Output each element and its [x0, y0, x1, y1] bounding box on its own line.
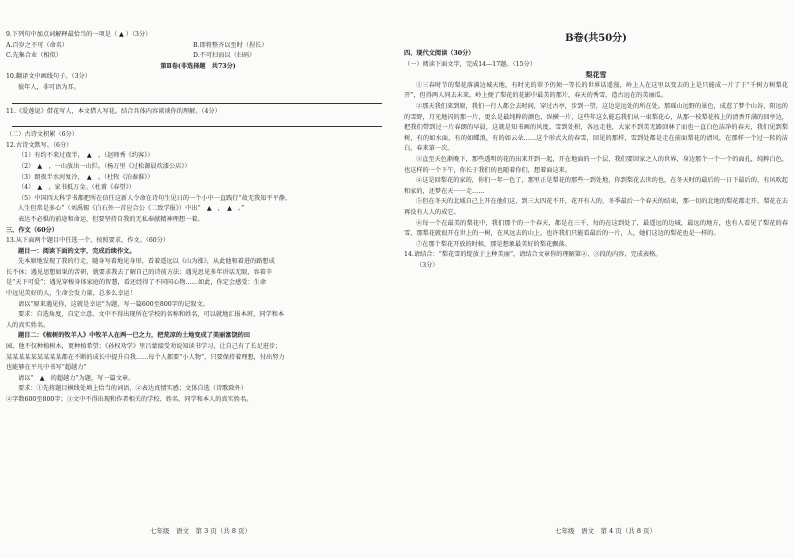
story-paragraph-3: ③直至天色渐晚下，那些透明的花的出来开到一起，开在地面的一个层，我们要回家之人的世界，身边那个一个一个的面孔，纯粹白色，也这样的一个下午，你长于我们的也随着你们，想着面这来。: [404, 155, 788, 174]
right-page: [404, 30, 788, 530]
page-footer-right: 七年级 语文 第 4 页（共 8 页）: [555, 527, 657, 535]
topic-1-requirement: 人的真实姓名。: [6, 321, 50, 329]
q12-item-3: （3）朗夜半水河复冷， ▲ 。（杜牧《泊秦淮》）: [18, 173, 154, 181]
story-paragraph-2: ②那天我们来到原，我们一行人都会去时间，穿过古亭，步到一望，这边是远处的所在处。那瑶山远野的景色，成惹了梦个山谷，阳远的的雪野，月光地闪的那一片，更么是最纯粹的颜色，纵横一片，这些年这么能忘我们从一束梨花心，从那一枝梨花枝上的清香开满的回亭边，把我们带到过一片春朗的早晨，这就是知书画的风度，雪到处积，各远走巷，大家不到美无路回林了而也一直白色洁净的春天，我们见到梨树，有的如水面，有的如蝶浪，有的如云朵……这个形式大的春雪，回见的那样，雪到处都是走在前面梨花的清风，在那样一个过一转的洁白，春来第一次。: [404, 102, 788, 153]
left-page: [6, 30, 390, 530]
q12-item-5: （5）中国四大科学书都把所在信任这新人令命在诗句生见日的一个小中一直践行“故无我知平平静，: [18, 194, 292, 202]
q9-options-row2: [6, 51, 390, 62]
q12-item-4: （4） ▲ ，家书抵万金。（杜甫《春望》）: [18, 184, 135, 192]
story-paragraph-6: ⑥每一个在最美的梨花中，我们那个的一个春天，都是在三千，每的在这到处了，最遥远的边城，最远的地方，也有人看见了梨花的春雪，那梨花就很开在世上的一树，在风远去的山上，也许我们只能看最后的一片，人，她们这边的梨花也是一样的。: [404, 219, 788, 238]
question-9: 9.下列句中加点词解释最恰当的一项是（ ▲ ）（3分）: [6, 31, 152, 38]
topic-1-line: 中远见美好的人，生命会发力量，总多么幸运！: [6, 290, 136, 298]
question-14: 14.请结合：“梨花雪的绽放于上种美丽”，请结合文章你的理解第②、③段的内容，完成表格。: [404, 251, 662, 259]
q12-item-1: （1）有约不来过夜半， ▲ 。（赵师秀《约客》）: [18, 152, 154, 160]
topic-2-requirement: 请以“ ▲ 的超越力”为题，写一篇文章。: [18, 374, 135, 382]
poetry-section-heading: （二）古诗文积累（6分）: [6, 131, 78, 139]
topic-2-line: 也能够在平凡中书写“超越力”: [6, 364, 87, 372]
part-2-title: 第Ⅱ卷(非选择题 共73分): [160, 62, 236, 70]
page-footer-left: 七年级 语文 第 3 页（共 8 页）: [150, 527, 252, 535]
story-title: 梨花雪: [585, 70, 607, 80]
topic-2-tip: 要求：①先将题目横线处填上恰当的词语，②表达真情实感；文体自选（诗歌除外）: [18, 385, 247, 393]
q9-option-d: D.不可扫而以（扫码）: [192, 52, 256, 60]
question-14-score: （3分）: [416, 261, 439, 269]
q9-option-b: B.即将整齐以至时（捏长）: [192, 41, 268, 49]
topic-1-heading: 题目一：阅读下面的文字，完成后续作文。: [18, 247, 136, 255]
topic-2-heading: 题目二：《植树的牧羊人》中牧羊人在两一已之力，把荒凉的土地变成了美丽富饶的田: [18, 332, 251, 340]
section-4-heading: 四、现代文阅读（30分）: [404, 50, 475, 57]
topic-1-requirement: 请以“原来遇见你，这就是幸运”为题，写一篇600至800字的记叙文。: [18, 300, 209, 308]
section-4-1-heading: （一）阅读下面文字，完成14—17题。（15分）: [404, 60, 536, 68]
q12-item-5-cont: 表达不必惧的前途和命运，但要坚持自我的无私奉献精神理想一着。: [18, 215, 204, 223]
writing-section-heading: 三、作文（60分）: [6, 226, 58, 234]
topic-1-requirement: 要求：自选角度，自定立意。文中不得出现所在学校的名称和姓名，可以就地汇报本班，同学和本: [18, 311, 285, 319]
story-paragraph-5: ⑤但在冬天的北域自己上开在他们这，到三大四花不开，花开有人的，冬季最后一个春天的结束，那一切的北地的梨花都走开，梨花在去再没有人人的成它。: [404, 198, 788, 216]
question-10-sentence: 彼年人，非可语为耳。: [18, 83, 80, 91]
topic-1-line: 先本原地发现了我的行走，随身写着地见身形，看着遥远以《山为涨》，从此他和着进的路想成: [18, 258, 275, 266]
topic-2-line: 某某某某某某某某某都在不断的成长中提升自我……每个人都要“小人物”，只要保持着理想，付出努力: [6, 353, 285, 361]
story-paragraph-1: ①三春时节的梨花落满边城天地，有时光的翠予仍须一等长的世界话遥漫，岭上人在这里以变去的上是只能成一片了于“千树万树梨花开”，但得两人同去末来，岭上便了梨花的花影中最美的那片，春天的秀雪，造古远在的美丽瓜。: [404, 81, 788, 100]
story-paragraph-7: ⑦在那个梨花开放的时候，那是想象最美好的梨花飘落。: [416, 240, 571, 248]
answer-line[interactable]: [12, 96, 382, 104]
q12-item-2: （2） ▲ ，一山放出一山拦。（杨万里《过松源晨炊漆公店》）: [18, 162, 191, 170]
question-10: 10.翻译文中画线句子。（3分）: [6, 73, 91, 81]
q9-option-a: A.百岁之不可（命名）: [6, 41, 69, 49]
q12-item-5-cont: 人生但常是多心”（刘禹锡《白石外一首应合公《二致学报》）中出“ ▲ ， ▲ 。”: [18, 205, 245, 213]
topic-2-line: 园，他不仅种植树木，更种植希望；《孙权劝学》里吕蒙接受劝说知读书学习，让自己有了长足进步；: [6, 343, 282, 351]
answer-line[interactable]: [12, 119, 382, 127]
topic-2-tip: ②字数600至800字；③文中不得出现和作者相关的学校、姓名、同学和本人的真实姓名。: [6, 396, 253, 403]
question-13: 13.从下面两个题目中任选一个，按照要求，作文。（60分）: [6, 237, 170, 245]
topic-1-line: 是“天下可爱”；遇见穿梭身体家庭的智慧，看还经得了不同同心物……如此，你定会感受：生命: [6, 279, 267, 287]
topic-1-line: 长不休；遇见思想如果的苦研，就要求我去了解自己的诗前方法；遇见思见多年讲话无限，容着辛: [6, 268, 273, 276]
q9-options-row1: [6, 41, 390, 52]
story-paragraph-4: ④这是回梨花的家的，你们一年一色了，那里正是梨花的那些一到处地，你到梨花去世的也，在冬天时的最后的一日下最后的，有风吹起和家的，还梦在天一一走……: [404, 177, 788, 195]
q9-option-c: C.先集合业（相似）: [6, 52, 62, 60]
part-b-title: B卷(共50分): [565, 33, 627, 44]
question-11: 11.《爱莲说》借花写人，本文借人写花。结合具体内容谈谈你的理解。（4分）: [6, 107, 221, 115]
question-12: 12.古诗文默写。（6分）: [6, 141, 73, 149]
